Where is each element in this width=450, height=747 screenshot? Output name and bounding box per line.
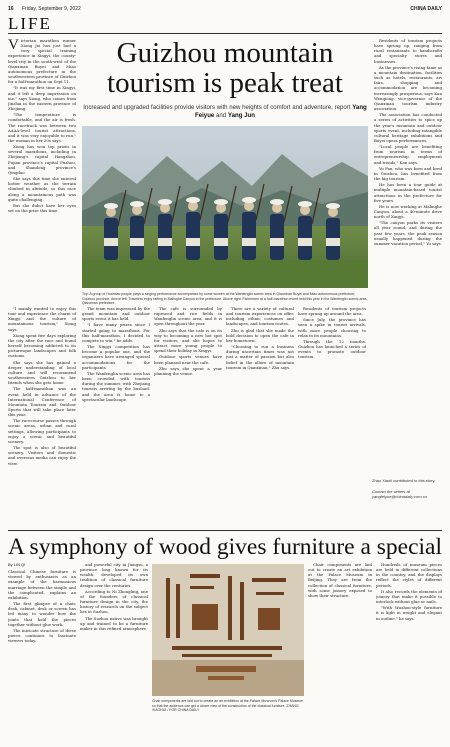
story2-col-2: [80, 562, 148, 742]
story2-col-1: [8, 562, 76, 742]
section-rule: [8, 33, 442, 34]
deck-text: Increased and upgraded facilities provide visitors with new heights of comfort and adventure, report: [83, 104, 351, 111]
issue-date: Friday, September 9, 2022: [22, 6, 81, 12]
paragraph: Yu Fan, who was born and bred in Guizhou, has benefited from the big tourism.: [374, 165, 442, 182]
paragraph: Zhu is glad that she made the bold decision to open the cafe in her hometown.: [226, 327, 294, 343]
page-number: 16: [8, 6, 14, 12]
paragraph: As the province's rising fame as a mountain destination, facilities such as hotels, restaurants, art fairs, shopping and accommodation are becoming increasingly prosperous, says Kan Wenqiong, vice-governor of the Qianxinan tourism industry association.: [374, 64, 442, 112]
story2-col-5: [376, 562, 442, 742]
story1-sub-col-3: [154, 306, 222, 528]
paragraph: Classical Chinese furniture is viewed by enthusiasts as an example of the harmonious marriage between the simple and the complicated, explains an exhibition.: [8, 569, 76, 600]
contact-text: Contact the writers at yangfeiyue@chinadaily.com.cn: [372, 489, 427, 499]
paragraph: He is now working at Malinghe Canyon, about a 40-minute drive north of Xingyi.: [374, 203, 442, 220]
paragraph: "Choosing to run a business during uncertain times was not just a matter of passion but also belief in the allure of mountain tourism in Qianxinan," Zhu says.: [226, 344, 294, 370]
story1-sub-col-5: [298, 306, 366, 528]
paragraph: Since July, the province has seen a spike in tourist arrivals, with more people choosing to relax in its mountains.: [298, 317, 366, 338]
main-photo-caption: Top: A group of Huamiao people plays a singing performance accompanied by some women at the Wanfenglin scenic area in Qianxinan Buyei and Miao autonomous prefecture, Guizhou province. Above left: Travelers enjoy rafting in Malinghe Canyon in the prefecture. Above right: Fishermen at a half-marathon event held this year in the Wanfenglin scenic area, Qianxinan prefecture.: [82, 292, 368, 306]
paragraph: It also records the elements of joinery that make it possible to interlock without glue or nails.: [376, 588, 442, 605]
paragraph: The Xingyi competition has become a popular one, and the organizers have arranged special accommodations for the participants.: [82, 344, 150, 370]
story1-sub-col-2: [82, 306, 150, 528]
paragraph: There are a variety of cultural and tourism experiences on offer, including ethnic costumes and landscapes, and tourism routes.: [226, 306, 294, 327]
paragraph: "The temperature is comfortable, and the air is fresh. The racetrack was between two AAAA-level tourist attractions, and it was very enjoyable to run," the woman in her 20s says.: [8, 112, 76, 143]
paragraph: Residents of tourism projects have sprung up, ranging from rural restaurants to handicrafts and specialty stores and businesses.: [374, 38, 442, 64]
story1-col-3: [374, 38, 442, 478]
paragraph: The cafe is surrounded by rapeseed and rice fields in Wanfenglin scenic area, and it is open throughout the year.: [154, 306, 222, 327]
paragraph: "The canyon parks its visitors all year round, and during the past few years, the peak season usually happened during the summer vacation period," Yu says.: [374, 220, 442, 246]
paragraph: "With Wuzhou-style furniture it is light in weight and elegant in outline," he says.: [376, 605, 442, 621]
paragraph: "It was my first time in Xingyi, and it left a deep impression on me," says Xiong, who comes from Jinzhai in the eastern province of Zhejiang.: [8, 85, 76, 112]
paragraph: The half-marathon was an event held in advance of the International Conference of Mountain Tourism and Outdoor Sports that will take place later this year.: [8, 386, 76, 418]
paragraph: "I have many prizes since I started going to marathons. For this half-marathon, I decided to compete to win," he adds.: [82, 322, 150, 343]
story1-sub-col-1: [8, 306, 76, 528]
chair-photo-caption: Chair components are laid out to create an art exhibition at the Palace Museum's Palace Museum so that the audience can get a closer view of the construction of the classical furniture. ZHANG XIAOHUI / FOR CHINA DAILY: [152, 699, 304, 713]
story1-sub-col-4: [226, 306, 294, 528]
paragraph: Xiong spent five days exploring the city after the race and found herself becoming addicted to its picturesque landscapes and folk customs.: [8, 332, 76, 359]
paragraph: She says she has gained a deeper understanding of local culture and will recommend southwestern Guizhou to her friends when she gets home.: [8, 359, 76, 386]
story2-headline: A symphony of wood gives furniture a special: [8, 534, 443, 560]
story1-deck: [82, 104, 368, 120]
paragraph: Xiong has won top prizes in several marathons, including in Zhejiang's capital Hangzhou, Fujian province's capital Fuzhou, and Shandong province's Qingdao.: [8, 144, 76, 175]
main-photo: [82, 126, 368, 288]
paragraph: The first glimpse of a chair, desk, cabinet, desk or screen has led many to wonder how the joints that hold the pieces together without glue work.: [8, 601, 76, 627]
paragraph: According to Ni Zhongling, one of the founders of classical furniture design in the city, the history of research on the subject lies in Suzhou.: [80, 588, 148, 615]
byline-conjunction: and: [216, 112, 227, 119]
publication-name: CHINA DAILY: [410, 6, 442, 12]
section-title: LIFE: [8, 14, 52, 33]
paragraph: Zhu says that the cafe is on its way to becoming a new hot spot for visitors, and she hopes to attract more young people to spend their holiday in Xingyi.: [154, 327, 222, 354]
story-divider: [8, 530, 442, 531]
paragraph: Through the 12 months, Guizhou has launched a series of events to promote outdoor tourism.: [298, 338, 366, 360]
story2-byline: By LIN QI: [8, 562, 26, 567]
paragraph: and powerful city in Jiangsu, a province long known for its wealth, developed its own tradition of classical furniture design over the centuries.: [80, 562, 148, 588]
page-header: [8, 6, 442, 15]
paragraph: The Suzhou native was brought up and trained to be a furniture maker in this refined atmosphere.: [80, 615, 148, 631]
paragraph: Chair components are laid out to create an art exhibition at the Palace Museum in Beijing. They are from the collection of classical furniture, with some joinery exposed to show their structure.: [308, 562, 372, 598]
drop-cap: V: [8, 38, 19, 53]
paragraph: Residents of tourism projects have sprung up around the area.: [298, 306, 366, 317]
paragraph: The racecourse passes through scenic areas, urban and rural settings, allowing participants to enjoy a scenic and beautiful scenery.: [8, 418, 76, 444]
paragraph: But she didn't have her eyes set on the prize this time.: [8, 202, 76, 213]
paragraph: The Wanfenglin scenic area has been crowded with tourists during the summer, with Zhejiang tourists arriving by the busload, and the area is home to a spectacular landscape.: [82, 370, 150, 402]
paragraph: The intricate structure of these pieces continues to fascinate viewers today.: [8, 627, 76, 644]
paragraph: Hundreds of museum pieces are held in different collections in the country, and the displays reflect the styles of different periods.: [376, 562, 442, 588]
byline-author-b: Yang Jun: [227, 112, 255, 119]
paragraph: ictorian marathon runner Xiong Jia has just had a very special training experience in Xingyi, the county-level city in the south-west of the Qianxinan Buyei and Miao autonomous prefecture in the southwestern province of Guizhou for a half-marathon on Sept 11.: [8, 38, 76, 85]
story1-headline: Guizhou mountain tourism is peak treat: [107, 37, 343, 99]
chair-components-photo: [152, 564, 304, 696]
paragraph: The association has conducted a series of activities to spice up the year's mountain and outdoor sports event, including intangible cultural heritage exhibitions and Buyei opera performances.: [374, 112, 442, 143]
paragraph: The spot is also of beautiful scenery. Visitors and domestic and overseas media can enjoy the view.: [8, 445, 76, 466]
paragraph: "I mainly wanted to enjoy this tour and experience the charm of Xingyi and the culture of mountainous tourism," Xiong says.: [8, 306, 76, 332]
contributor-note: [372, 478, 442, 499]
paragraph: She says this time she entered hotter weather as the terrain climbed in altitude, so this race along a mountainous path was quite challenging.: [8, 176, 76, 202]
paragraph: "Local people are benefiting from tourism in terms of entrepreneurship, employment and trends," Kan says.: [374, 144, 442, 165]
paragraph: He has been a tour guide at multiple mountain-based tourist attractions in the prefecture for five years.: [374, 182, 442, 203]
story1-col-1: [8, 38, 76, 266]
story2-col-4: [308, 562, 372, 742]
note-text: Zhao Xiaoli contributed to this story.: [372, 478, 436, 483]
paragraph: Zhu says she spent a year planning the venue.: [154, 365, 222, 376]
byline-author-a: Yang Feiyue: [195, 104, 367, 119]
paragraph: Outdoor sports venues have been planned near the cafe.: [154, 354, 222, 365]
paragraph: The team was impressed by the grand mountain and outdoor sports event it has held.: [82, 306, 150, 322]
